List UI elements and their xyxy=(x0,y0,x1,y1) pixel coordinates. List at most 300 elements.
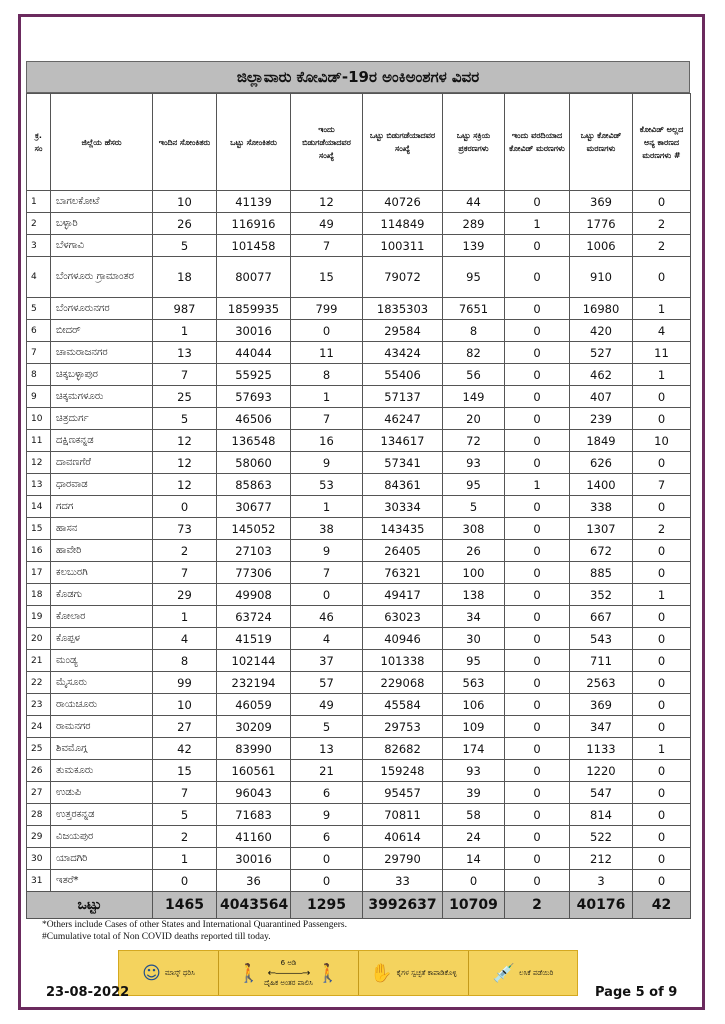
value-cell: 102144 xyxy=(217,650,291,672)
table-body xyxy=(27,191,691,892)
table-row xyxy=(27,386,691,408)
serial-cell: 3 xyxy=(27,235,51,257)
value-cell: 5 xyxy=(153,235,217,257)
value-cell: 799 xyxy=(291,298,363,320)
value-cell: 5 xyxy=(153,804,217,826)
serial-cell: 17 xyxy=(27,562,51,584)
value-cell: 41139 xyxy=(217,191,291,213)
value-cell: 0 xyxy=(633,782,691,804)
value-cell: 1 xyxy=(505,474,570,496)
value-cell: 0 xyxy=(505,430,570,452)
value-cell: 407 xyxy=(570,386,633,408)
value-cell: 563 xyxy=(443,672,505,694)
value-cell: 1 xyxy=(505,213,570,235)
district-name-cell: ಬೀದರ್ xyxy=(51,320,153,342)
value-cell: 15 xyxy=(153,760,217,782)
value-cell: 100 xyxy=(443,562,505,584)
value-cell: 42 xyxy=(153,738,217,760)
value-cell: 80077 xyxy=(217,257,291,298)
value-cell: 4 xyxy=(633,320,691,342)
district-name-cell: ಕಲಬುರಗಿ xyxy=(51,562,153,584)
value-cell: 0 xyxy=(505,782,570,804)
value-cell: 73 xyxy=(153,518,217,540)
value-cell: 136548 xyxy=(217,430,291,452)
value-cell: 12 xyxy=(153,474,217,496)
value-cell: 0 xyxy=(291,584,363,606)
value-cell: 0 xyxy=(633,408,691,430)
value-cell: 82 xyxy=(443,342,505,364)
value-cell: 45584 xyxy=(363,694,443,716)
table-row xyxy=(27,496,691,518)
value-cell: 289 xyxy=(443,213,505,235)
table-row xyxy=(27,716,691,738)
table-row xyxy=(27,584,691,606)
value-cell: 0 xyxy=(505,496,570,518)
value-cell: 1 xyxy=(291,386,363,408)
value-cell: 10 xyxy=(153,694,217,716)
table-row xyxy=(27,364,691,386)
value-cell: 55925 xyxy=(217,364,291,386)
value-cell: 0 xyxy=(505,562,570,584)
value-cell: 2 xyxy=(633,235,691,257)
table-row xyxy=(27,540,691,562)
value-cell: 30677 xyxy=(217,496,291,518)
value-cell: 99 xyxy=(153,672,217,694)
value-cell: 7 xyxy=(291,562,363,584)
value-cell: 1 xyxy=(633,364,691,386)
value-cell: 25 xyxy=(153,386,217,408)
value-cell: 347 xyxy=(570,716,633,738)
value-cell: 29 xyxy=(153,584,217,606)
district-name-cell: ಉತ್ತರಕನ್ನಡ xyxy=(51,804,153,826)
value-cell: 79072 xyxy=(363,257,443,298)
value-cell: 93 xyxy=(443,760,505,782)
value-cell: 0 xyxy=(505,386,570,408)
hand-wash-icon: ✋ xyxy=(370,962,393,984)
serial-cell: 16 xyxy=(27,540,51,562)
total-cell: 1465 xyxy=(153,892,217,919)
value-cell: 83990 xyxy=(217,738,291,760)
district-name-cell: ಬಾಗಲಕೋಟೆ xyxy=(51,191,153,213)
district-name-cell: ರಾಮನಗರ xyxy=(51,716,153,738)
banner-mask xyxy=(119,951,219,995)
value-cell: 0 xyxy=(633,760,691,782)
value-cell: 1 xyxy=(633,298,691,320)
value-cell: 0 xyxy=(505,235,570,257)
value-cell: 0 xyxy=(443,870,505,892)
table-row xyxy=(27,474,691,496)
value-cell: 0 xyxy=(633,804,691,826)
value-cell: 57 xyxy=(291,672,363,694)
value-cell: 0 xyxy=(505,518,570,540)
district-name-cell: ಧಾರವಾಡ xyxy=(51,474,153,496)
value-cell: 0 xyxy=(505,298,570,320)
value-cell: 0 xyxy=(153,870,217,892)
value-cell: 2 xyxy=(633,518,691,540)
value-cell: 15 xyxy=(291,257,363,298)
total-cell: 10709 xyxy=(443,892,505,919)
value-cell: 49417 xyxy=(363,584,443,606)
value-cell: 0 xyxy=(505,826,570,848)
value-cell: 0 xyxy=(153,496,217,518)
value-cell: 58060 xyxy=(217,452,291,474)
value-cell: 30209 xyxy=(217,716,291,738)
table-row xyxy=(27,804,691,826)
table-row xyxy=(27,452,691,474)
col-total-discharged: ಒಟ್ಟು ಬಿಡುಗಡೆಯಾದವರ ಸಂಖ್ಯೆ xyxy=(363,94,443,191)
value-cell: 462 xyxy=(570,364,633,386)
value-cell: 12 xyxy=(153,452,217,474)
value-cell: 159248 xyxy=(363,760,443,782)
value-cell: 0 xyxy=(505,191,570,213)
value-cell: 82682 xyxy=(363,738,443,760)
value-cell: 0 xyxy=(291,870,363,892)
total-cell: 3992637 xyxy=(363,892,443,919)
page-number: Page 5 of 9 xyxy=(595,985,678,1000)
value-cell: 987 xyxy=(153,298,217,320)
table-row xyxy=(27,694,691,716)
value-cell: 33 xyxy=(363,870,443,892)
value-cell: 41519 xyxy=(217,628,291,650)
serial-cell: 11 xyxy=(27,430,51,452)
value-cell: 420 xyxy=(570,320,633,342)
value-cell: 0 xyxy=(633,562,691,584)
value-cell: 38 xyxy=(291,518,363,540)
banner-hands xyxy=(359,951,469,995)
value-cell: 369 xyxy=(570,191,633,213)
value-cell: 116916 xyxy=(217,213,291,235)
value-cell: 24 xyxy=(443,826,505,848)
value-cell: 0 xyxy=(633,650,691,672)
value-cell: 6 xyxy=(291,782,363,804)
value-cell: 30016 xyxy=(217,848,291,870)
covid-guidelines-banner xyxy=(118,950,578,996)
table-row xyxy=(27,738,691,760)
table-row xyxy=(27,342,691,364)
value-cell: 0 xyxy=(505,364,570,386)
banner-hands-text: ಕೈಗಳ ಸ್ವಚ್ಛತೆ ಕಾಪಾಡಿಕೊಳ್ಳಿ xyxy=(396,968,457,977)
value-cell: 63724 xyxy=(217,606,291,628)
col-today-cases: ಇಂದಿನ ಸೋಂಕಿತರು xyxy=(153,94,217,191)
value-cell: 95 xyxy=(443,257,505,298)
value-cell: 0 xyxy=(505,257,570,298)
value-cell: 57137 xyxy=(363,386,443,408)
district-name-cell: ಮಂಡ್ಯ xyxy=(51,650,153,672)
value-cell: 149 xyxy=(443,386,505,408)
district-name-cell: ಹಾವೇರಿ xyxy=(51,540,153,562)
value-cell: 21 xyxy=(291,760,363,782)
banner-mask-text: ಮಾಸ್ಕ್ ಧರಿಸಿ xyxy=(164,968,195,977)
value-cell: 7 xyxy=(291,235,363,257)
serial-cell: 23 xyxy=(27,694,51,716)
value-cell: 212 xyxy=(570,848,633,870)
masked-face-icon: ☺ xyxy=(142,962,161,984)
header-row xyxy=(27,94,691,191)
value-cell: 0 xyxy=(505,870,570,892)
value-cell: 4 xyxy=(153,628,217,650)
table-row xyxy=(27,826,691,848)
value-cell: 49 xyxy=(291,694,363,716)
value-cell: 12 xyxy=(153,430,217,452)
serial-cell: 5 xyxy=(27,298,51,320)
value-cell: 522 xyxy=(570,826,633,848)
value-cell: 18 xyxy=(153,257,217,298)
value-cell: 16980 xyxy=(570,298,633,320)
serial-cell: 10 xyxy=(27,408,51,430)
value-cell: 8 xyxy=(153,650,217,672)
district-name-cell: ಬೆಂಗಳೂರುನಗರ xyxy=(51,298,153,320)
value-cell: 7 xyxy=(633,474,691,496)
value-cell: 308 xyxy=(443,518,505,540)
value-cell: 58 xyxy=(443,804,505,826)
value-cell: 29584 xyxy=(363,320,443,342)
serial-cell: 4 xyxy=(27,257,51,298)
banner-vaccine xyxy=(469,951,577,995)
value-cell: 1 xyxy=(153,848,217,870)
value-cell: 139 xyxy=(443,235,505,257)
table-row xyxy=(27,848,691,870)
value-cell: 1859935 xyxy=(217,298,291,320)
district-table xyxy=(26,93,691,919)
value-cell: 95 xyxy=(443,474,505,496)
value-cell: 41160 xyxy=(217,826,291,848)
value-cell: 77306 xyxy=(217,562,291,584)
total-cell: 2 xyxy=(505,892,570,919)
col-today-deaths: ಇಂದು ವರದಿಯಾದ ಕೋವಿಡ್ ಮರಣಗಳು xyxy=(505,94,570,191)
value-cell: 1835303 xyxy=(363,298,443,320)
serial-cell: 12 xyxy=(27,452,51,474)
table-row xyxy=(27,213,691,235)
value-cell: 2 xyxy=(153,826,217,848)
value-cell: 0 xyxy=(505,848,570,870)
value-cell: 8 xyxy=(443,320,505,342)
value-cell: 1006 xyxy=(570,235,633,257)
district-name-cell: ಬೆಳಗಾವಿ xyxy=(51,235,153,257)
value-cell: 0 xyxy=(505,320,570,342)
value-cell: 55406 xyxy=(363,364,443,386)
table-row xyxy=(27,870,691,892)
district-name-cell: ಕೋಲಾರ xyxy=(51,606,153,628)
value-cell: 63023 xyxy=(363,606,443,628)
col-total-deaths: ಒಟ್ಟು ಕೋವಿಡ್ ಮರಣಗಳು xyxy=(570,94,633,191)
value-cell: 0 xyxy=(505,408,570,430)
value-cell: 43424 xyxy=(363,342,443,364)
value-cell: 174 xyxy=(443,738,505,760)
serial-cell: 7 xyxy=(27,342,51,364)
value-cell: 138 xyxy=(443,584,505,606)
total-cell: 1295 xyxy=(291,892,363,919)
value-cell: 0 xyxy=(505,804,570,826)
district-name-cell: ಬಳ್ಳಾರಿ xyxy=(51,213,153,235)
value-cell: 95 xyxy=(443,650,505,672)
value-cell: 711 xyxy=(570,650,633,672)
value-cell: 29753 xyxy=(363,716,443,738)
value-cell: 53 xyxy=(291,474,363,496)
value-cell: 143435 xyxy=(363,518,443,540)
district-name-cell: ದಕ್ಷಿಣಕನ್ನಡ xyxy=(51,430,153,452)
banner-distance xyxy=(219,951,359,995)
serial-cell: 31 xyxy=(27,870,51,892)
value-cell: 0 xyxy=(291,848,363,870)
value-cell: 910 xyxy=(570,257,633,298)
serial-cell: 9 xyxy=(27,386,51,408)
value-cell: 0 xyxy=(505,716,570,738)
value-cell: 9 xyxy=(291,804,363,826)
value-cell: 71683 xyxy=(217,804,291,826)
distance-value: 6 ಅಡಿ xyxy=(280,958,297,967)
district-name-cell: ದಾವಣಗೆರೆ xyxy=(51,452,153,474)
value-cell: 0 xyxy=(505,694,570,716)
value-cell: 7 xyxy=(153,562,217,584)
footnote-non-covid: #Cumulative total of Non COVID deaths reported till today. xyxy=(42,932,271,942)
district-name-cell: ಚಿಕ್ಕಬಳ್ಳಾಪುರ xyxy=(51,364,153,386)
value-cell: 1776 xyxy=(570,213,633,235)
value-cell: 667 xyxy=(570,606,633,628)
value-cell: 527 xyxy=(570,342,633,364)
value-cell: 12 xyxy=(291,191,363,213)
value-cell: 37 xyxy=(291,650,363,672)
value-cell: 7 xyxy=(153,782,217,804)
report-date: 23-08-2022 xyxy=(46,985,130,1000)
value-cell: 160561 xyxy=(217,760,291,782)
total-cell: 42 xyxy=(633,892,691,919)
value-cell: 5 xyxy=(291,716,363,738)
value-cell: 20 xyxy=(443,408,505,430)
value-cell: 49 xyxy=(291,213,363,235)
value-cell: 96043 xyxy=(217,782,291,804)
value-cell: 885 xyxy=(570,562,633,584)
serial-cell: 21 xyxy=(27,650,51,672)
value-cell: 14 xyxy=(443,848,505,870)
value-cell: 145052 xyxy=(217,518,291,540)
serial-cell: 6 xyxy=(27,320,51,342)
value-cell: 0 xyxy=(505,628,570,650)
district-name-cell: ರಾಯಚೂರು xyxy=(51,694,153,716)
value-cell: 0 xyxy=(633,452,691,474)
district-name-cell: ಬೆಂಗಳೂರು ಗ್ರಾಮಾಂತರ xyxy=(51,257,153,298)
value-cell: 2563 xyxy=(570,672,633,694)
value-cell: 229068 xyxy=(363,672,443,694)
person-icon: 🚶 xyxy=(316,962,340,984)
value-cell: 56 xyxy=(443,364,505,386)
value-cell: 0 xyxy=(291,320,363,342)
table-row xyxy=(27,408,691,430)
distance-block xyxy=(264,959,313,988)
value-cell: 0 xyxy=(505,650,570,672)
value-cell: 547 xyxy=(570,782,633,804)
value-cell: 46247 xyxy=(363,408,443,430)
value-cell: 26 xyxy=(153,213,217,235)
value-cell: 8 xyxy=(291,364,363,386)
value-cell: 1 xyxy=(153,606,217,628)
value-cell: 1307 xyxy=(570,518,633,540)
total-cell: 40176 xyxy=(570,892,633,919)
double-arrow-icon: ←———→ xyxy=(267,967,310,979)
value-cell: 72 xyxy=(443,430,505,452)
value-cell: 0 xyxy=(505,672,570,694)
value-cell: 0 xyxy=(633,257,691,298)
col-total-cases: ಒಟ್ಟು ಸೋಂಕಿತರು xyxy=(217,94,291,191)
value-cell: 0 xyxy=(633,191,691,213)
value-cell: 57341 xyxy=(363,452,443,474)
table-row xyxy=(27,235,691,257)
value-cell: 9 xyxy=(291,452,363,474)
value-cell: 232194 xyxy=(217,672,291,694)
serial-cell: 8 xyxy=(27,364,51,386)
col-serial: ಕ್ರ. ಸಂ xyxy=(27,94,51,191)
district-name-cell: ಯಾದಗಿರಿ xyxy=(51,848,153,870)
value-cell: 0 xyxy=(633,826,691,848)
serial-cell: 30 xyxy=(27,848,51,870)
value-cell: 5 xyxy=(443,496,505,518)
district-name-cell: ಚಿಕ್ಕಮಗಳೂರು xyxy=(51,386,153,408)
serial-cell: 28 xyxy=(27,804,51,826)
value-cell: 39 xyxy=(443,782,505,804)
distance-text: ದೈಹಿಕ ಅಂತರ ಪಾಲಿಸಿ xyxy=(264,978,313,987)
serial-cell: 18 xyxy=(27,584,51,606)
value-cell: 40614 xyxy=(363,826,443,848)
value-cell: 26405 xyxy=(363,540,443,562)
value-cell: 46506 xyxy=(217,408,291,430)
col-today-discharged: ಇಂದು ಬಿಡುಗಡೆಯಾದವರ ಸಂಖ್ಯೆ xyxy=(291,94,363,191)
value-cell: 101458 xyxy=(217,235,291,257)
district-name-cell: ಉಡುಪಿ xyxy=(51,782,153,804)
value-cell: 0 xyxy=(505,540,570,562)
value-cell: 1 xyxy=(153,320,217,342)
value-cell: 76321 xyxy=(363,562,443,584)
value-cell: 27103 xyxy=(217,540,291,562)
value-cell: 11 xyxy=(291,342,363,364)
serial-cell: 22 xyxy=(27,672,51,694)
value-cell: 13 xyxy=(153,342,217,364)
col-district: ಜಿಲ್ಲೆಯ ಹೆಸರು xyxy=(51,94,153,191)
totals-label: ಒಟ್ಟು xyxy=(27,892,153,919)
value-cell: 1 xyxy=(291,496,363,518)
value-cell: 34 xyxy=(443,606,505,628)
table-row xyxy=(27,257,691,298)
value-cell: 4 xyxy=(291,628,363,650)
footnote-others: *Others include Cases of other States and International Quarantined Passengers. xyxy=(42,920,347,930)
value-cell: 338 xyxy=(570,496,633,518)
district-name-cell: ಗದಗ xyxy=(51,496,153,518)
value-cell: 5 xyxy=(153,408,217,430)
page-title: ಜಿಲ್ಲಾವಾರು ಕೋವಿಡ್-19ರ ಅಂಕಿಅಂಶಗಳ ವಿವರ xyxy=(26,61,690,93)
value-cell: 2 xyxy=(633,213,691,235)
table-row xyxy=(27,320,691,342)
district-name-cell: ಚಿತ್ರದುರ್ಗ xyxy=(51,408,153,430)
value-cell: 0 xyxy=(633,694,691,716)
table-row xyxy=(27,782,691,804)
value-cell: 46059 xyxy=(217,694,291,716)
value-cell: 1 xyxy=(633,738,691,760)
value-cell: 2 xyxy=(153,540,217,562)
value-cell: 0 xyxy=(505,452,570,474)
value-cell: 46 xyxy=(291,606,363,628)
value-cell: 101338 xyxy=(363,650,443,672)
value-cell: 0 xyxy=(505,584,570,606)
value-cell: 0 xyxy=(633,496,691,518)
district-name-cell: ತುಮಕೂರು xyxy=(51,760,153,782)
value-cell: 814 xyxy=(570,804,633,826)
value-cell: 1133 xyxy=(570,738,633,760)
value-cell: 0 xyxy=(633,540,691,562)
total-cell: 4043564 xyxy=(217,892,291,919)
value-cell: 30334 xyxy=(363,496,443,518)
table-row xyxy=(27,650,691,672)
table-row xyxy=(27,672,691,694)
value-cell: 27 xyxy=(153,716,217,738)
value-cell: 57693 xyxy=(217,386,291,408)
